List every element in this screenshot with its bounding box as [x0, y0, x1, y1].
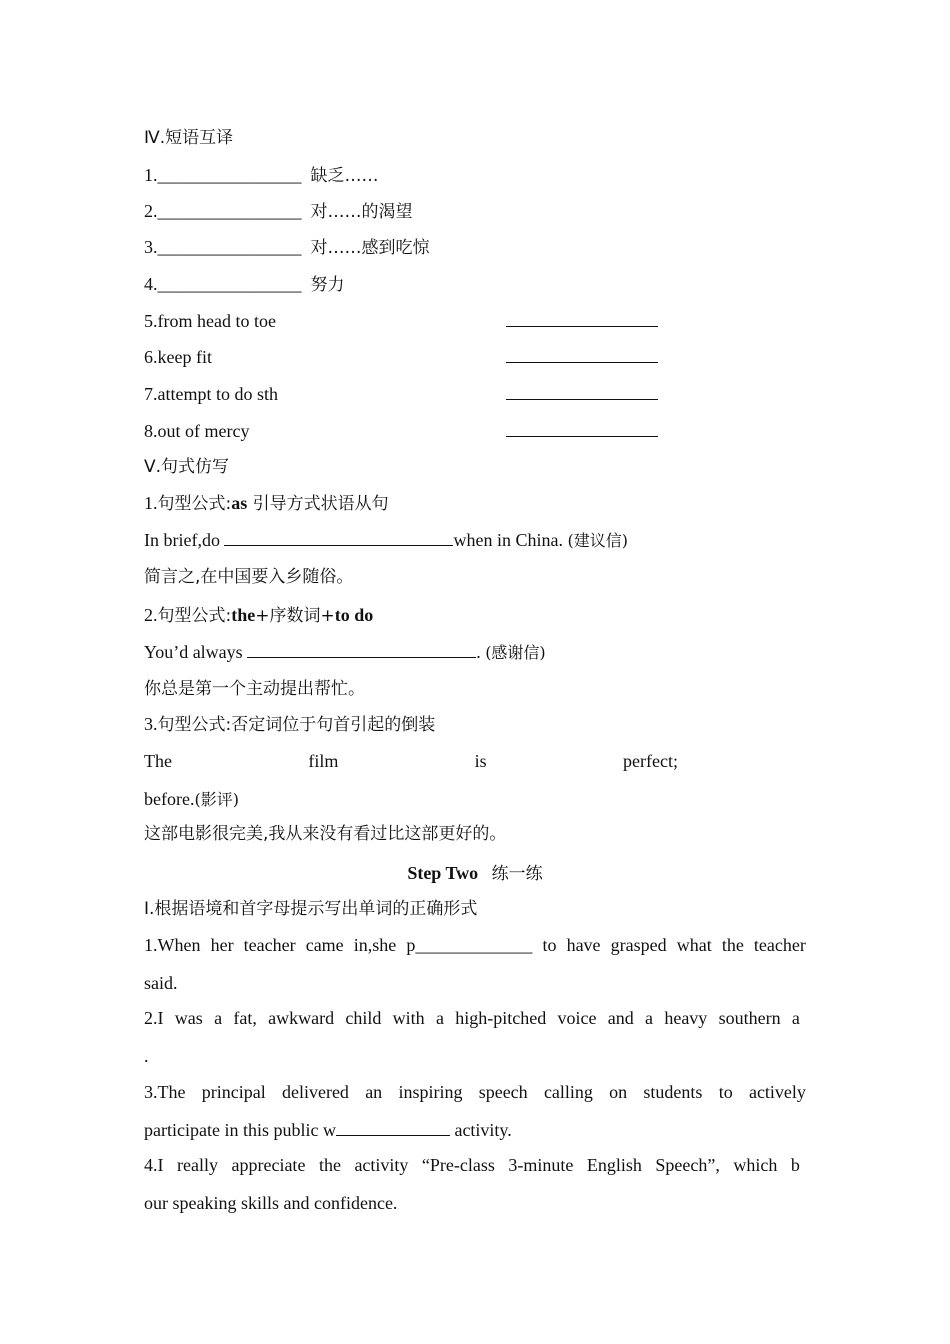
question-4-blank[interactable]: b: [790, 1155, 800, 1175]
answer-blank-6[interactable]: [506, 346, 658, 363]
translation-item-8: 8.out of mercy: [144, 420, 806, 442]
answer-blank-8[interactable]: [506, 420, 658, 437]
pattern-1-sentence: In brief,do when in China. (建议信): [144, 530, 628, 550]
pattern-2-label: 2.句型公式:the+序数词+to do: [144, 605, 374, 626]
answer-blank-3[interactable]: ________________: [157, 237, 302, 257]
answer-blank-1[interactable]: ________________: [157, 165, 302, 185]
translation-item-7: 7.attempt to do sth: [144, 383, 806, 405]
answer-blank-4[interactable]: ________________: [157, 274, 302, 294]
question-1-line-2: said.: [144, 973, 178, 993]
question-2-blank[interactable]: a: [791, 1008, 800, 1028]
pattern-2-translation: 你总是第一个主动提出帮忙。: [144, 679, 365, 699]
translation-item-4: 4.________________ 努力: [144, 274, 345, 295]
translation-item-5: 5.from head to toe: [144, 310, 806, 332]
question-4-line-1: 4.I really appreciate the activity “Pre-class 3-minute English Speech”, which b: [144, 1155, 800, 1175]
section-4-title: Ⅳ.短语互译: [144, 128, 234, 148]
section-5-title: Ⅴ.句式仿写: [144, 457, 230, 477]
question-4-line-2: our speaking skills and confidence.: [144, 1193, 398, 1213]
question-2-line-2: .: [144, 1046, 149, 1066]
pattern-1-blank[interactable]: [224, 529, 453, 546]
pattern-3-sentence-line-1: The film is perfect;: [144, 751, 678, 771]
translation-item-6: 6.keep fit: [144, 346, 806, 368]
translation-item-2: 2.________________ 对……的渴望: [144, 201, 413, 222]
question-2-line-1: 2.I was a fat, awkward child with a high-pitched voice and a heavy southern a: [144, 1008, 800, 1028]
answer-blank-7[interactable]: [506, 383, 658, 400]
pattern-2-sentence: You’d always . (感谢信): [144, 642, 546, 662]
translation-item-1: 1.________________ 缺乏……: [144, 165, 379, 186]
section-1-title: Ⅰ.根据语境和首字母提示写出单词的正确形式: [144, 899, 478, 919]
step-two-heading: Step Two 练一练: [407, 863, 543, 884]
translation-item-3: 3.________________ 对……感到吃惊: [144, 237, 430, 258]
pattern-3-sentence-line-2: before.(影评): [144, 789, 239, 809]
answer-blank-5[interactable]: [506, 310, 658, 327]
answer-blank-2[interactable]: ________________: [157, 201, 302, 221]
question-3-line-2: participate in this public w activity.: [144, 1120, 512, 1140]
question-1-line-1: 1.When her teacher came in,she p_____________ to have grasped what the teacher: [144, 935, 806, 955]
question-1-blank[interactable]: p_____________: [406, 935, 533, 955]
pattern-1-label: 1.句型公式:as 引导方式状语从句: [144, 493, 389, 514]
question-3-line-1: 3.The principal delivered an inspiring speech calling on students to actively: [144, 1082, 806, 1102]
pattern-2-blank[interactable]: [247, 641, 476, 658]
pattern-1-translation: 简言之,在中国要入乡随俗。: [144, 567, 354, 587]
question-3-blank[interactable]: [336, 1119, 450, 1136]
pattern-3-translation: 这部电影很完美,我从来没有看过比这部更好的。: [144, 824, 507, 844]
pattern-3-label: 3.句型公式:否定词位于句首引起的倒装: [144, 714, 436, 735]
